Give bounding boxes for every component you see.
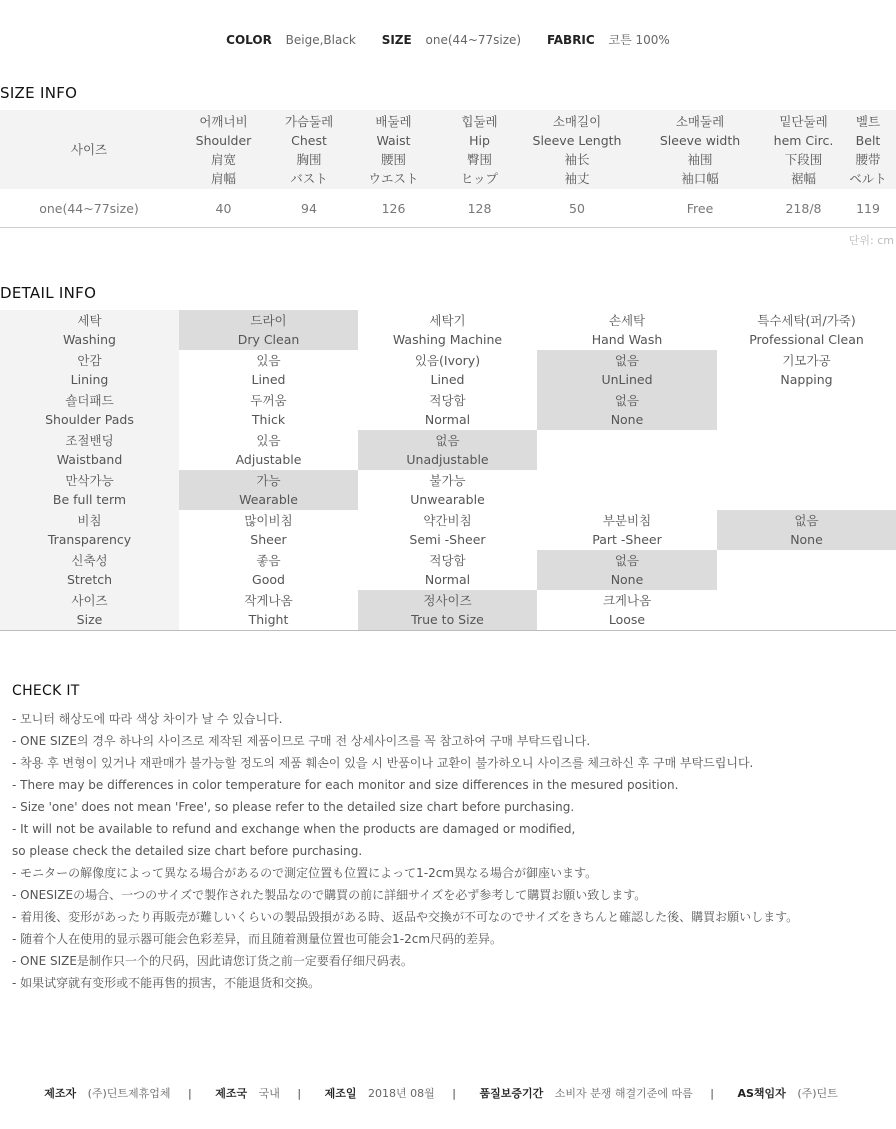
detail-option-en: Unadjustable bbox=[406, 452, 489, 467]
table-row bbox=[0, 189, 896, 228]
detail-option bbox=[179, 350, 358, 390]
detail-option bbox=[717, 590, 896, 631]
detail-option-ko: 두꺼움 bbox=[250, 393, 287, 408]
footer-separator: | bbox=[188, 1087, 192, 1100]
size-col-waist bbox=[349, 110, 438, 189]
detail-label-ko: 비침 bbox=[77, 513, 102, 528]
detail-label-ko: 신축성 bbox=[71, 553, 108, 568]
footer-separator: | bbox=[710, 1087, 714, 1100]
list-item: - It will not be available to refund and exchange when the products are damaged or modified, bbox=[12, 822, 576, 836]
list-item: so please check the detailed size chart before purchasing. bbox=[12, 844, 363, 858]
size-header-line: Hip bbox=[469, 132, 490, 148]
detail-label-ko: 안감 bbox=[77, 353, 102, 368]
detail-row-label bbox=[0, 350, 179, 390]
size-header-line: 벨트 bbox=[855, 113, 881, 129]
size-header-line: 어깨너비 bbox=[199, 113, 248, 129]
size-header-line: 밑단둘레 bbox=[779, 113, 828, 129]
detail-option-ko: 없음 bbox=[435, 433, 460, 448]
size-info-title: SIZE INFO bbox=[0, 84, 78, 102]
warranty-label: 품질보증기간 bbox=[479, 1087, 544, 1100]
date-value: 2018년 08월 bbox=[368, 1087, 435, 1100]
size-header-line: 가슴둘레 bbox=[284, 113, 334, 129]
detail-option-ko: 손세탁 bbox=[608, 313, 646, 328]
detail-row-label bbox=[0, 470, 179, 510]
detail-option bbox=[717, 310, 896, 350]
size-header-line: ウエスト bbox=[368, 170, 419, 186]
detail-option bbox=[179, 510, 358, 550]
detail-info-table bbox=[0, 310, 896, 631]
detail-option-en: Lined bbox=[430, 372, 465, 387]
detail-option-en: True to Size bbox=[411, 612, 484, 627]
size-info-table bbox=[0, 110, 896, 228]
detail-option-selected bbox=[358, 590, 537, 631]
footer-separator: | bbox=[452, 1087, 456, 1100]
detail-option bbox=[358, 390, 537, 430]
table-row bbox=[0, 590, 896, 631]
detail-option-en: Lined bbox=[251, 372, 286, 387]
list-item: - 着用後、変形があったり再販売が難しいくらいの製品毀損がある時、返品や交換が不可なのでサイズをきちんと確認した後、購買お願いします。 bbox=[12, 910, 799, 924]
size-header-line: 肩幅 bbox=[210, 170, 236, 186]
list-item: - ONE SIZE의 경우 하나의 사이즈로 제작된 제품이므로 구매 전 상세사이즈를 꼭 참고하여 구매 부탁드립니다. bbox=[12, 734, 591, 748]
color-label: COLOR bbox=[226, 33, 272, 47]
size-header-line: 腰围 bbox=[380, 151, 406, 167]
detail-option-selected bbox=[537, 550, 717, 590]
size-value-waist: 126 bbox=[349, 189, 438, 228]
detail-option bbox=[717, 430, 896, 470]
detail-option-ko: 적당함 bbox=[429, 393, 466, 408]
detail-option bbox=[179, 430, 358, 470]
detail-option-en: None bbox=[790, 532, 823, 547]
detail-option-selected bbox=[537, 390, 717, 430]
product-spec-line bbox=[0, 31, 896, 48]
detail-option bbox=[358, 310, 537, 350]
detail-option-ko: 드라이 bbox=[250, 313, 287, 328]
detail-label-en: Washing bbox=[63, 332, 116, 347]
detail-option-en: None bbox=[610, 412, 644, 427]
detail-option-selected bbox=[717, 510, 896, 550]
detail-option-en: Thick bbox=[251, 412, 286, 427]
table-row bbox=[0, 350, 896, 390]
detail-option-selected bbox=[179, 310, 358, 350]
size-header-line: 袖口幅 bbox=[681, 170, 719, 186]
list-item: - 모니터 해상도에 따라 색상 차이가 날 수 있습니다. bbox=[12, 712, 283, 726]
size-header-row bbox=[0, 110, 896, 189]
detail-label-ko: 조절밴딩 bbox=[65, 433, 114, 448]
detail-option-ko: 약간비침 bbox=[423, 513, 472, 528]
detail-option-ko: 있음 bbox=[256, 353, 281, 368]
maker-label: 제조자 bbox=[44, 1087, 77, 1100]
detail-label-en: Transparency bbox=[47, 532, 132, 547]
size-header-label: 사이즈 bbox=[0, 110, 178, 189]
table-row bbox=[0, 310, 896, 350]
detail-option-en: None bbox=[610, 572, 644, 587]
detail-option-en: Professional Clean bbox=[749, 332, 864, 347]
list-item: - 착용 후 변형이 있거나 재판매가 불가능할 정도의 제품 훼손이 있을 시 반품이나 교환이 불가하오니 사이즈를 체크하신 후 구매 부탁드립니다. bbox=[12, 756, 754, 770]
detail-option-ko: 없음 bbox=[794, 513, 819, 528]
detail-option-en: Dry Clean bbox=[237, 332, 300, 347]
warranty-value: 소비자 분쟁 해결기준에 따름 bbox=[554, 1087, 693, 1100]
detail-label-en: Size bbox=[76, 612, 103, 627]
detail-row-label bbox=[0, 550, 179, 590]
table-row bbox=[0, 470, 896, 510]
detail-option-ko: 없음 bbox=[614, 393, 640, 408]
size-value-chest: 94 bbox=[269, 189, 349, 228]
unit-note: 단위: cm bbox=[848, 234, 894, 247]
detail-label-en: Shoulder Pads bbox=[45, 412, 134, 427]
detail-label-en: Be full term bbox=[52, 492, 127, 507]
size-header-line: 袖长 bbox=[564, 151, 590, 167]
size-header-line: 肩宽 bbox=[210, 151, 236, 167]
as-label: AS책임자 bbox=[737, 1087, 786, 1100]
detail-label-ko: 만삭가능 bbox=[65, 473, 114, 488]
detail-option bbox=[358, 510, 537, 550]
size-value-sleeve-length: 50 bbox=[521, 189, 633, 228]
country-value: 국내 bbox=[258, 1087, 280, 1100]
date-label: 제조일 bbox=[324, 1087, 357, 1100]
list-item: - ONESIZEの場合、一つのサイズで製作された製品なので購買の前に詳細サイズを必ず参考して購買お願い致します。 bbox=[12, 888, 647, 902]
detail-option-en: Thight bbox=[248, 612, 289, 627]
product-footer bbox=[0, 1085, 896, 1101]
detail-option bbox=[537, 470, 717, 510]
detail-option bbox=[179, 550, 358, 590]
size-header-line: 胸围 bbox=[296, 151, 322, 167]
detail-option-en: UnLined bbox=[601, 372, 653, 387]
detail-option bbox=[537, 430, 717, 470]
detail-option-ko: 적당함 bbox=[429, 553, 466, 568]
check-it-title: CHECK IT bbox=[12, 683, 80, 699]
detail-option-ko: 좋음 bbox=[256, 553, 281, 568]
detail-option-ko: 없음 bbox=[614, 553, 640, 568]
detail-row-label bbox=[0, 430, 179, 470]
detail-label-ko: 사이즈 bbox=[71, 593, 108, 608]
detail-option-ko: 특수세탁(퍼/가죽) bbox=[757, 313, 856, 328]
size-header-line: ヒップ bbox=[460, 170, 499, 186]
detail-option-en: Wearable bbox=[239, 492, 298, 507]
list-item: - ONE SIZE是制作只一个的尺码，因此请您订货之前一定要看仔细尺码表。 bbox=[12, 954, 413, 968]
detail-row-label bbox=[0, 590, 179, 631]
size-header-line: 소매둘레 bbox=[675, 113, 725, 129]
size-header-line: hem Circ. bbox=[773, 132, 834, 148]
detail-label-ko: 세탁 bbox=[77, 313, 102, 328]
size-label: SIZE bbox=[381, 33, 412, 47]
detail-option-ko: 세탁기 bbox=[429, 313, 466, 328]
detail-row-label bbox=[0, 390, 179, 430]
detail-option-en: Washing Machine bbox=[392, 332, 503, 347]
detail-label-en: Waistband bbox=[56, 452, 123, 467]
size-value-hem: 218/8 bbox=[767, 189, 840, 228]
country-label: 제조국 bbox=[215, 1087, 248, 1100]
table-row bbox=[0, 390, 896, 430]
detail-option-en: Loose bbox=[608, 612, 646, 627]
detail-row-label bbox=[0, 510, 179, 550]
color-value: Beige,Black bbox=[285, 33, 356, 47]
detail-option-en: Good bbox=[252, 572, 285, 587]
detail-option-en: Semi -Sheer bbox=[409, 532, 486, 547]
size-header-line: 臀围 bbox=[466, 151, 492, 167]
detail-option-en: Normal bbox=[424, 412, 471, 427]
size-header-line: 힙둘레 bbox=[461, 113, 498, 129]
detail-option-ko: 가능 bbox=[256, 473, 281, 488]
detail-option-ko: 기모가공 bbox=[782, 353, 831, 368]
detail-option-selected bbox=[358, 430, 537, 470]
size-header-line: Waist bbox=[376, 132, 411, 148]
detail-label-en: Lining bbox=[70, 372, 109, 387]
size-col-sleeve-length bbox=[521, 110, 633, 189]
as-value: (주)딘트 bbox=[797, 1087, 838, 1100]
detail-option-en: Sheer bbox=[250, 532, 287, 547]
size-header-line: 袖丈 bbox=[564, 170, 590, 186]
detail-option-ko: 크게나옴 bbox=[602, 593, 652, 608]
detail-option-ko: 정사이즈 bbox=[423, 593, 472, 608]
size-header-line: Belt bbox=[855, 132, 881, 148]
detail-option-ko: 있음 bbox=[256, 433, 281, 448]
size-row-label: one(44~77size) bbox=[0, 189, 178, 228]
detail-option bbox=[358, 550, 537, 590]
list-item: - モニターの解像度によって異なる場合があるので測定位置も位置によって1-2cm異なる場合が御座います。 bbox=[12, 866, 598, 880]
size-value-belt: 119 bbox=[840, 189, 896, 228]
detail-option-ko: 있음(Ivory) bbox=[414, 353, 481, 368]
detail-option-ko: 부분비침 bbox=[602, 513, 652, 528]
size-header-line: 배둘레 bbox=[375, 113, 412, 129]
footer-separator: | bbox=[297, 1087, 302, 1100]
list-item: - Size 'one' does not mean 'Free', so please refer to the detailed size chart before purchasing. bbox=[12, 800, 575, 814]
detail-option-en: Unwearable bbox=[410, 492, 485, 507]
size-value: one(44~77size) bbox=[425, 33, 522, 47]
detail-info-title: DETAIL INFO bbox=[0, 284, 97, 302]
detail-option bbox=[179, 590, 358, 631]
detail-option bbox=[358, 470, 537, 510]
detail-option-en: Adjustable bbox=[235, 452, 302, 467]
detail-option-en: Part -Sheer bbox=[592, 532, 662, 547]
detail-label-ko: 숄더패드 bbox=[65, 393, 114, 408]
detail-label-en: Stretch bbox=[66, 572, 113, 587]
size-header-line: Sleeve Length bbox=[532, 132, 622, 148]
detail-option bbox=[717, 470, 896, 510]
detail-option-ko: 없음 bbox=[614, 353, 640, 368]
check-it-list bbox=[12, 710, 892, 996]
size-value-sleeve-width: Free bbox=[633, 189, 767, 228]
size-header-line: 소매길이 bbox=[552, 113, 602, 129]
size-header-line: ベルト bbox=[849, 170, 887, 186]
size-header-line: Shoulder bbox=[195, 132, 252, 148]
size-value-hip: 128 bbox=[438, 189, 521, 228]
size-col-hip bbox=[438, 110, 521, 189]
table-row bbox=[0, 550, 896, 590]
size-header-line: Chest bbox=[291, 132, 327, 148]
fabric-label: FABRIC bbox=[546, 33, 595, 47]
detail-option bbox=[537, 590, 717, 631]
size-col-belt bbox=[840, 110, 896, 189]
detail-row-label bbox=[0, 310, 179, 350]
detail-option-ko: 불가능 bbox=[429, 473, 466, 488]
size-header-line: バスト bbox=[290, 170, 328, 186]
detail-option bbox=[717, 390, 896, 430]
size-header-line: 腰带 bbox=[855, 151, 881, 167]
detail-option-en: Napping bbox=[780, 372, 833, 387]
size-header-line: Sleeve width bbox=[659, 132, 741, 148]
size-header-line: 裾幅 bbox=[790, 170, 816, 186]
size-value-shoulder: 40 bbox=[178, 189, 269, 228]
detail-option-selected bbox=[537, 350, 717, 390]
list-item: - 随着个人在使用的显示器可能会色彩差异，而且随着测量位置也可能会1-2cm尺码的差异。 bbox=[12, 932, 503, 946]
detail-option bbox=[537, 510, 717, 550]
size-col-shoulder bbox=[178, 110, 269, 189]
detail-option bbox=[717, 350, 896, 390]
detail-option-ko: 많이비침 bbox=[244, 513, 293, 528]
detail-option bbox=[717, 550, 896, 590]
detail-option bbox=[179, 390, 358, 430]
size-header-line: 袖围 bbox=[687, 151, 713, 167]
detail-option-ko: 작게나옴 bbox=[244, 593, 293, 608]
size-header-line: 下段围 bbox=[784, 151, 823, 167]
list-item: - 如果试穿就有变形或不能再售的损害，不能退货和交换。 bbox=[12, 976, 321, 990]
detail-option-en: Normal bbox=[424, 572, 471, 587]
size-col-sleeve-width bbox=[633, 110, 767, 189]
detail-option bbox=[537, 310, 717, 350]
table-row bbox=[0, 430, 896, 470]
detail-option-selected bbox=[179, 470, 358, 510]
maker-value: (주)딘트제휴업체 bbox=[87, 1087, 171, 1100]
list-item: - There may be differences in color temperature for each monitor and size differences in the mesured position. bbox=[12, 778, 679, 792]
fabric-value: 코튼 100% bbox=[608, 33, 670, 47]
detail-option-en: Hand Wash bbox=[591, 332, 663, 347]
size-col-hem bbox=[767, 110, 840, 189]
detail-option bbox=[358, 350, 537, 390]
size-col-chest bbox=[269, 110, 349, 189]
table-row bbox=[0, 510, 896, 550]
